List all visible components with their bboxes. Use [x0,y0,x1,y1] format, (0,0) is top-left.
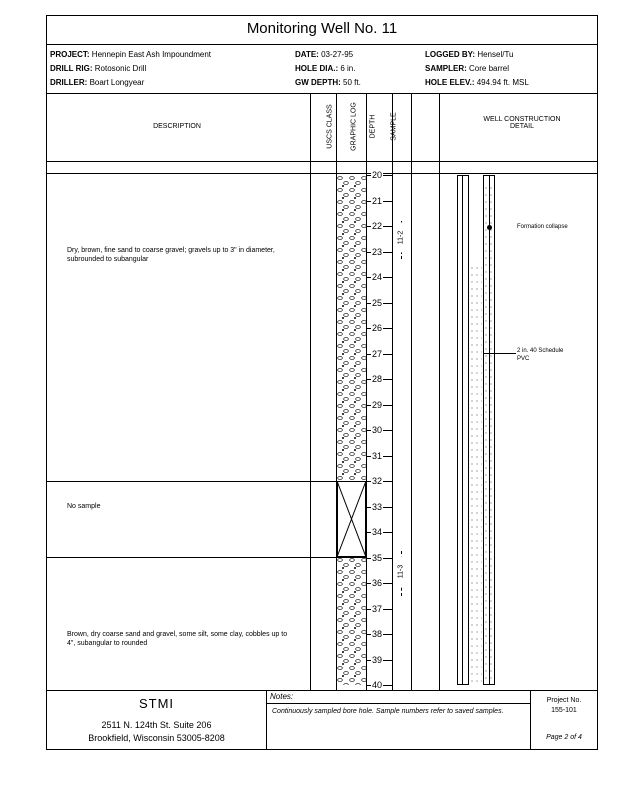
log-sheet [46,15,598,750]
driller-info: DRILLER: Boart Longyear [50,78,145,87]
graphic-no-sample-box [337,481,366,557]
footer-divider [47,690,597,691]
depth-label: 38 [372,629,383,639]
col-line-well [411,93,412,690]
header-divider [47,161,597,162]
hole-elev-info: HOLE ELEV.: 494.94 ft. MSL [425,78,529,87]
header-divider-2 [47,173,597,174]
depth-label: 26 [372,323,383,333]
depth-label: 34 [372,527,383,537]
depth-label: 39 [372,654,383,665]
depth-label: 28 [372,374,383,384]
logged-by-info: LOGGED BY: Hensel/Tu [425,50,514,59]
depth-label: 24 [372,272,383,282]
layer-description-2: No sample [67,503,101,510]
graphic-gravel-upper [337,175,366,481]
sampler-info: SAMPLER: Core barrel [425,64,510,73]
notes-underline [266,703,530,704]
col-line-well-2 [439,93,440,690]
well-casing-line-right [489,176,490,684]
sample-header: SAMPLE [390,112,398,141]
depth-label: 20 [372,170,383,180]
col-line-uscs [310,93,311,690]
schedule-leader [484,353,516,354]
depth-label: 32 [372,476,383,486]
depth-header: DEPTH [369,114,377,139]
formation-marker [487,225,492,230]
depth-label: 30 [372,425,383,435]
company-name: STMI [138,696,175,711]
project-no: 155-101 [551,707,577,714]
pvc-schedule-label: 2 in. 40 Schedule PVC [517,348,564,362]
drill-rig-info: DRILL RIG: Rotosonic Drill [50,64,147,73]
depth-label: 22 [372,221,383,231]
depth-label: 21 [372,195,383,206]
layer-boundary-2 [47,557,366,558]
well-filter-pack [470,266,482,685]
depth-label: 37 [372,603,383,614]
sample-label-2: 11-3 [398,557,405,587]
layer-boundary-1 [47,481,366,482]
info-divider [47,93,597,94]
col-line-sample [392,93,393,690]
notes-text: Continuously sampled bore hole. Sample numbers refer to saved samples. [272,708,504,715]
layer-description-3: Brown, dry coarse sand and gravel, some silt, some clay, cobbles up to 4", subangular to rounded [67,631,288,647]
depth-label: 31 [372,450,383,461]
company-address-2: Brookfield, Wisconsin 53005-8208 [88,733,225,743]
well-annulus-left [457,175,469,685]
hole-dia-info: HOLE DIA.: 6 in. [295,64,356,73]
project-info: PROJECT: Hennepin East Ash Impoundment [50,50,211,59]
title-divider [47,44,597,45]
depth-label: 33 [372,501,383,512]
page-number: Page 2 of 4 [546,734,582,741]
well-construction-header: WELL CONSTRUCTION DETAIL [483,116,561,130]
footer-line-1 [266,690,267,749]
gw-depth-info: GW DEPTH: 50 ft. [295,78,361,87]
uscs-header: USCS CLASS [326,104,334,149]
page-title: Monitoring Well No. 11 [246,20,398,37]
sample-label-1: 11-2 [398,223,405,253]
formation-collapse-label: Formation collapse [517,224,568,230]
graphic-log-header: GRAPHIC LOG [350,102,358,151]
layer-description-1: Dry, brown, fine sand to coarse gravel; gravels up to 3" in diameter, subrounded to subangular [67,247,275,263]
depth-label: 25 [372,297,383,308]
notes-title: Notes: [270,692,294,701]
footer-line-2 [530,690,531,749]
date-info: DATE: 03-27-95 [295,50,354,59]
depth-label: 23 [372,246,383,257]
depth-label: 27 [372,348,383,359]
depth-label: 29 [372,399,383,410]
graphic-gravel-lower [337,557,366,685]
project-no-label: Project No. [546,697,582,704]
well-casing-line-left [462,176,463,684]
depth-label: 40 [372,680,383,690]
depth-label: 35 [372,552,383,563]
depth-scale [366,16,392,751]
depth-label: 36 [372,578,383,588]
company-address-1: 2511 N. 124th St. Suite 206 [101,720,212,730]
description-header: DESCRIPTION [153,123,201,130]
